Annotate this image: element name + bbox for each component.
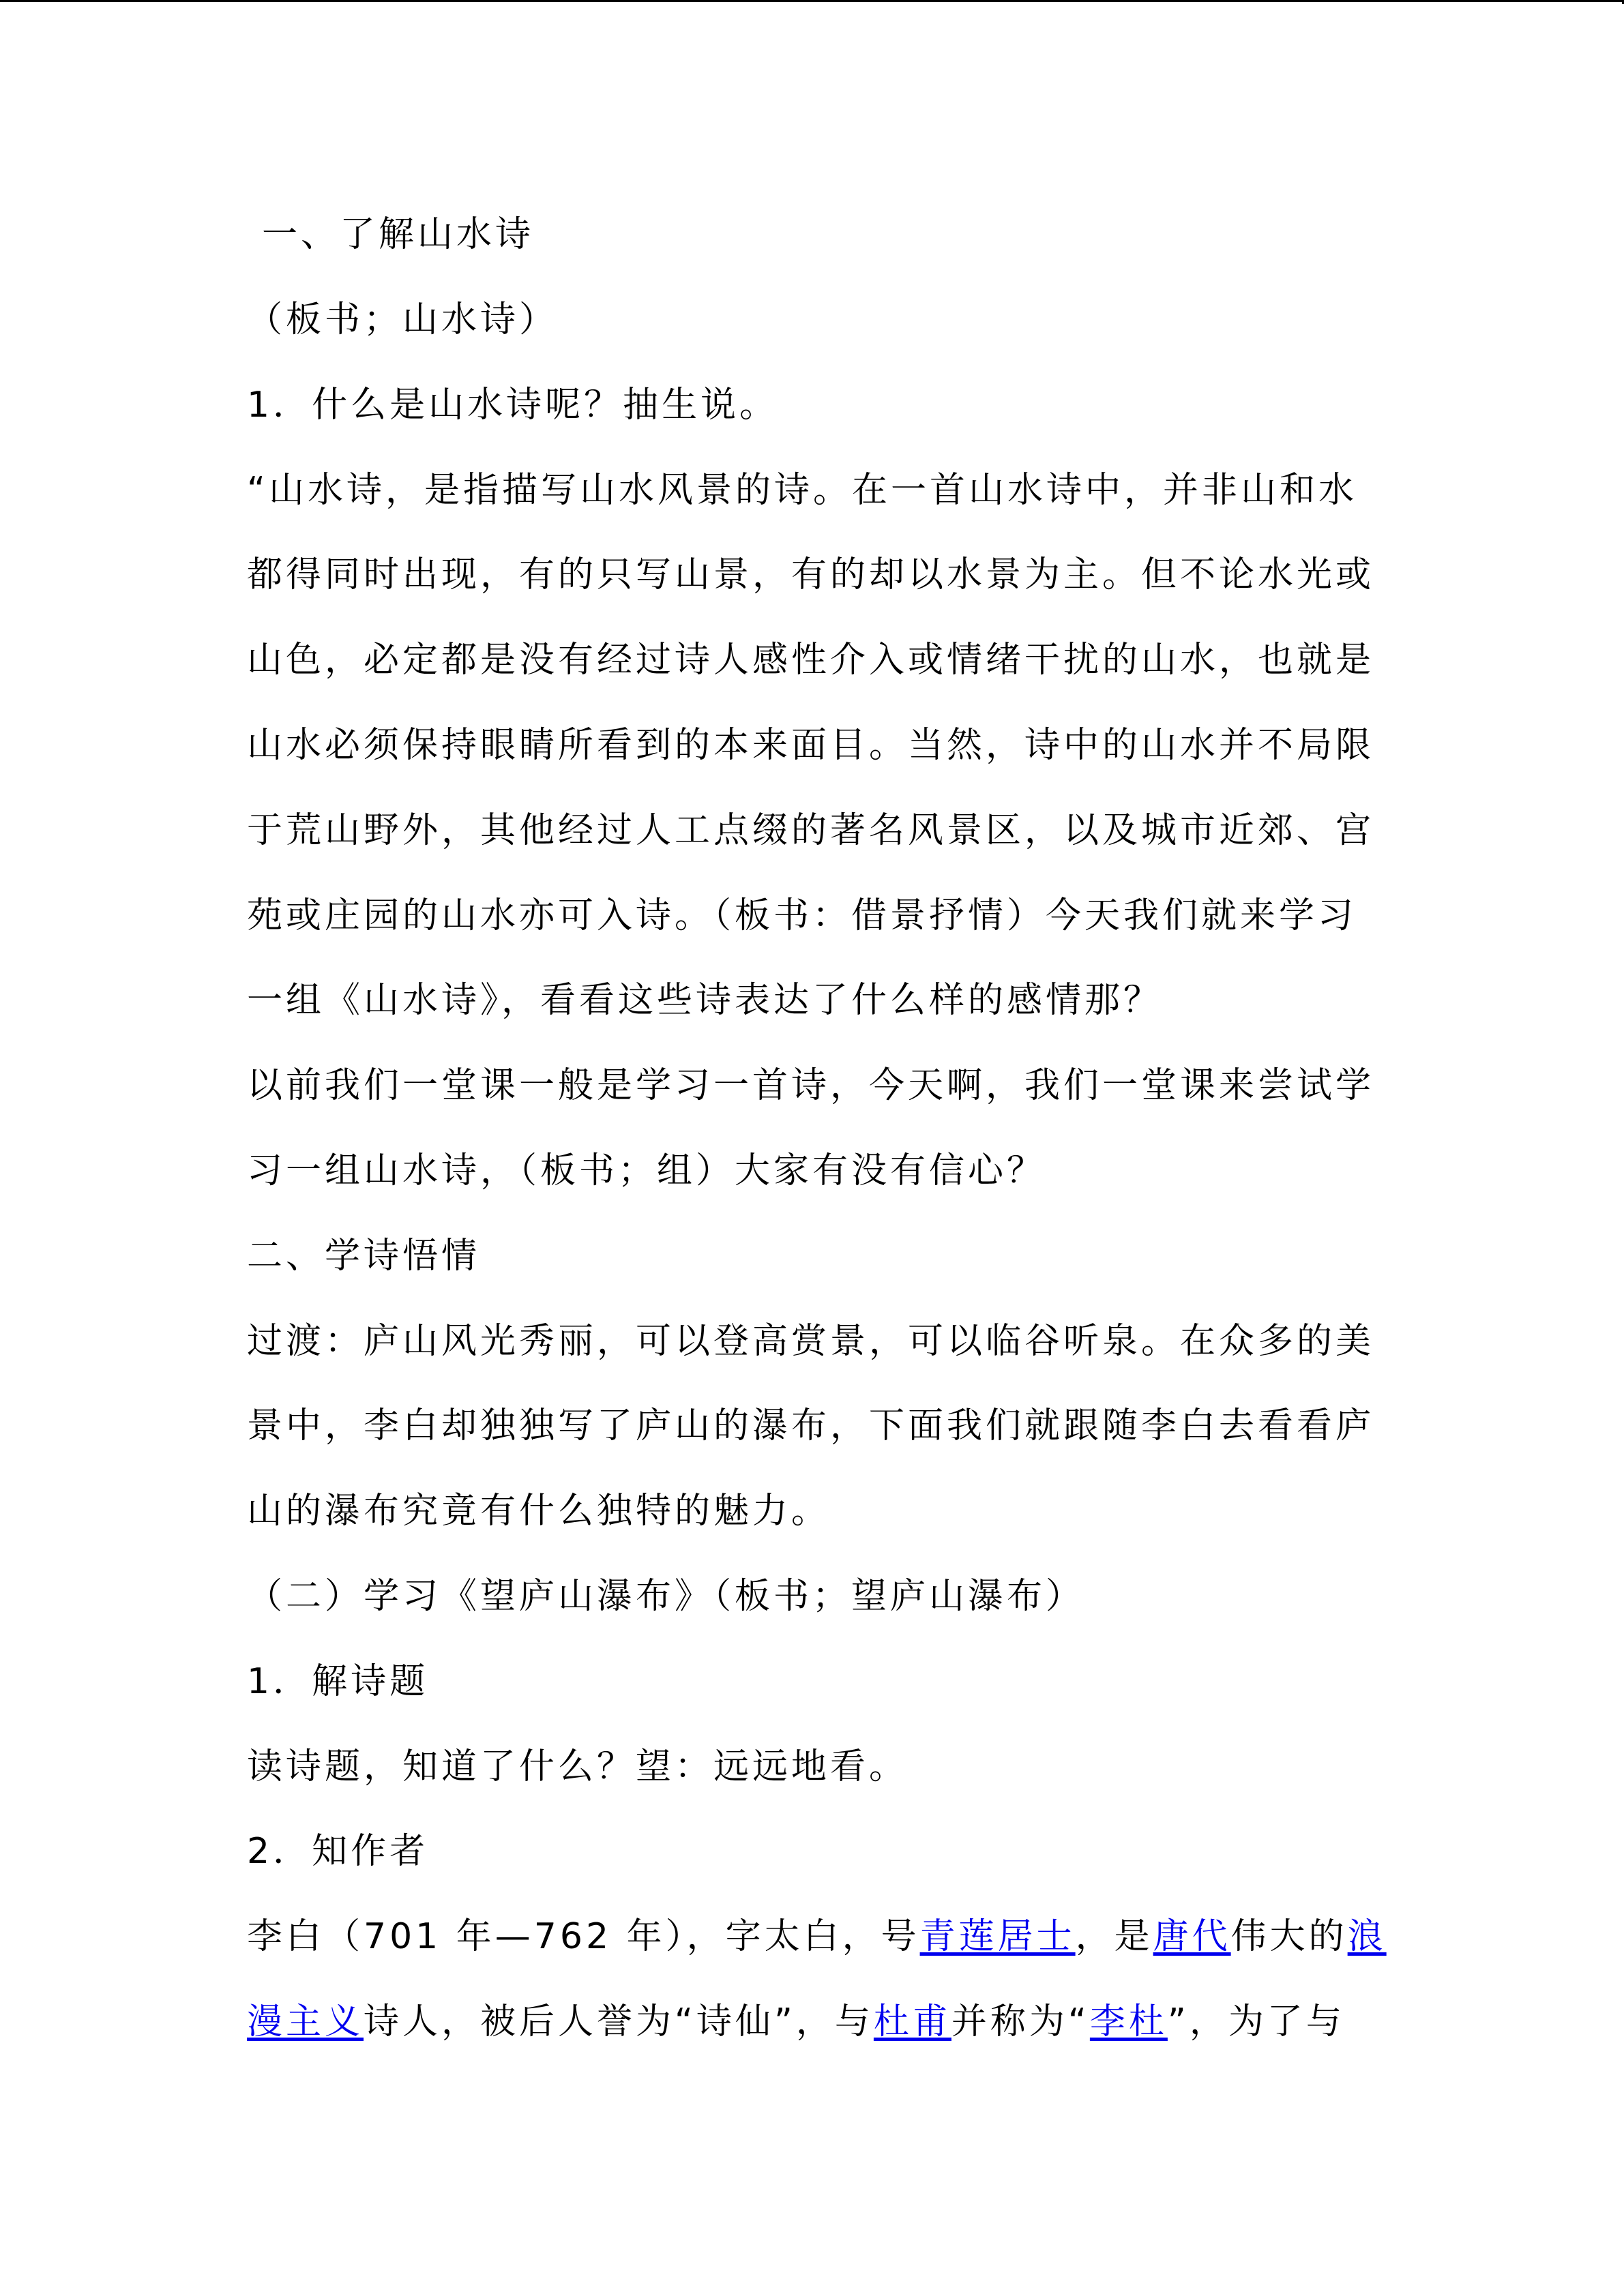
paragraph-line: 山的瀑布究竟有什么独特的魅力。 <box>247 1491 831 1532</box>
bio-text: 伟大的 <box>1230 1916 1348 1957</box>
heading-understand-landscape-poetry: 一、了解山水诗 <box>262 214 535 255</box>
paragraph-line: 都得同时出现，有的只写山景，有的却以水景为主。但不论水光或 <box>247 554 1375 595</box>
paragraph-line: 习一组山水诗，（板书；组）大家有没有信心？ <box>247 1150 1046 1191</box>
paragraph-line: 读诗题，知道了什么？望：远远地看。 <box>247 1746 909 1787</box>
paragraph-line: 以前我们一堂课一般是学习一首诗，今天啊，我们一堂课来尝试学 <box>247 1065 1375 1106</box>
bio-text: 并称为“ <box>951 2001 1090 2042</box>
bio-text: 李白（701 年—762 年），字太白，号 <box>247 1916 920 1957</box>
bio-text: 诗人，被后人誉为“诗仙”，与 <box>364 2001 874 2042</box>
question-line: 1．什么是山水诗呢？抽生说。 <box>247 385 779 426</box>
link-romanticism[interactable]: 浪 <box>1347 1916 1387 1957</box>
blackboard-note: （板书；山水诗） <box>247 299 559 340</box>
paragraph-line: 苑或庄园的山水亦可入诗。（板书：借景抒情）今天我们就来学习 <box>247 895 1357 936</box>
heading-study-poems: 二、学诗悟情 <box>247 1236 481 1277</box>
link-du-fu[interactable]: 杜甫 <box>873 2001 951 2042</box>
link-qinglian-jushi[interactable]: 青莲居士 <box>919 1916 1076 1957</box>
author-bio-line <box>247 2000 1345 2044</box>
paragraph-line: 一组《山水诗》，看看这些诗表达了什么样的感情那？ <box>247 980 1163 1021</box>
paragraph-line: 景中，李白却独独写了庐山的瀑布，下面我们就跟随李白去看看庐 <box>247 1405 1375 1446</box>
paragraph-line: 于荒山野外，其他经过人工点缀的著名风景区，以及城市近郊、宫 <box>247 810 1375 851</box>
step-title: 2．知作者 <box>247 1831 429 1872</box>
bio-text: ”，为了与 <box>1167 2001 1345 2042</box>
subheading-lushan-waterfall: （二）学习《望庐山瀑布》（板书；望庐山瀑布） <box>247 1576 1085 1617</box>
link-romanticism[interactable]: 漫主义 <box>247 2001 364 2042</box>
author-bio-line <box>247 1915 1387 1958</box>
paragraph-line: 山色，必定都是没有经过诗人感性介入或情绪干扰的山水，也就是 <box>247 640 1375 681</box>
paragraph-line: 山水必须保持眼睛所看到的本来面目。当然，诗中的山水并不局限 <box>247 725 1375 766</box>
paragraph-line: “山水诗，是指描写山水风景的诗。在一首山水诗中，并非山和水 <box>247 470 1357 511</box>
page-top-border <box>0 0 1624 2</box>
step-title: 1．解诗题 <box>247 1661 429 1702</box>
link-li-du[interactable]: 李杜 <box>1089 2001 1168 2042</box>
bio-text: ，是 <box>1075 1916 1153 1957</box>
paragraph-line: 过渡：庐山风光秀丽，可以登高赏景，可以临谷听泉。在众多的美 <box>247 1321 1375 1362</box>
link-tang-dynasty[interactable]: 唐代 <box>1153 1916 1231 1957</box>
